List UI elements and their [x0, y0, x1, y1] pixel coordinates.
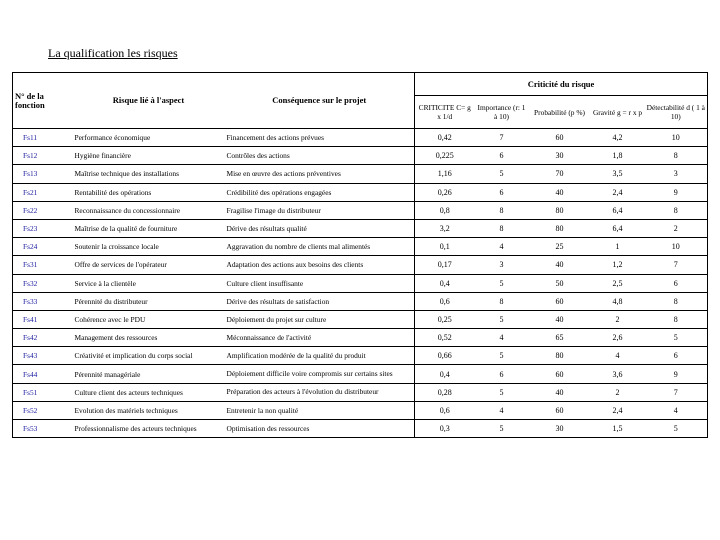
row-consequence: Dérive des résultats de satisfaction	[225, 292, 415, 310]
row-probabilite: 65	[529, 329, 591, 347]
header-criticite-group: Criticité du risque	[415, 73, 708, 96]
row-probabilite: 40	[529, 383, 591, 401]
row-risque: Maîtrise de la qualité de fourniture	[73, 219, 225, 237]
row-criticite: 3,2	[415, 219, 475, 237]
row-gravite: 3,6	[591, 365, 645, 383]
row-gravite: 2	[591, 383, 645, 401]
row-probabilite: 70	[529, 165, 591, 183]
row-gravite: 6,4	[591, 201, 645, 219]
row-criticite: 0,28	[415, 383, 475, 401]
table-row	[13, 165, 708, 183]
row-criticite: 0,225	[415, 147, 475, 165]
row-gravite: 4	[591, 347, 645, 365]
row-consequence: Optimisation des ressources	[225, 420, 415, 438]
row-risque: Cohérence avec le PDU	[73, 310, 225, 328]
header-consequence: Conséquence sur le projet	[225, 73, 415, 129]
row-detectabilite: 5	[645, 420, 708, 438]
row-id: Fs12	[13, 147, 73, 165]
row-consequence: Entretenir la non qualité	[225, 401, 415, 419]
table-body	[13, 129, 708, 438]
row-consequence: Préparation des acteurs à l'évolution du distributeur	[225, 383, 415, 401]
row-probabilite: 40	[529, 256, 591, 274]
row-detectabilite: 7	[645, 256, 708, 274]
row-risque: Reconnaissance du concessionnaire	[73, 201, 225, 219]
row-gravite: 4,2	[591, 129, 645, 147]
row-id: Fs52	[13, 401, 73, 419]
row-probabilite: 30	[529, 147, 591, 165]
row-consequence: Déploiement difficile voire compromis sur certains sites	[225, 365, 415, 383]
row-importance: 5	[475, 383, 529, 401]
row-id: Fs24	[13, 238, 73, 256]
row-risque: Pérennité managériale	[73, 365, 225, 383]
row-id: Fs31	[13, 256, 73, 274]
row-probabilite: 80	[529, 201, 591, 219]
row-risque: Soutenir la croissance locale	[73, 238, 225, 256]
row-id: Fs53	[13, 420, 73, 438]
row-gravite: 2,4	[591, 401, 645, 419]
row-id: Fs13	[13, 165, 73, 183]
row-probabilite: 80	[529, 347, 591, 365]
row-id: Fs41	[13, 310, 73, 328]
row-importance: 5	[475, 274, 529, 292]
row-id: Fs21	[13, 183, 73, 201]
row-risque: Offre de services de l'opérateur	[73, 256, 225, 274]
row-consequence: Adaptation des actions aux besoins des clients	[225, 256, 415, 274]
header-fonction: N° de la fonction	[13, 73, 73, 129]
row-importance: 5	[475, 347, 529, 365]
table-row	[13, 365, 708, 383]
row-criticite: 0,1	[415, 238, 475, 256]
row-probabilite: 60	[529, 292, 591, 310]
row-criticite: 0,26	[415, 183, 475, 201]
row-gravite: 2,6	[591, 329, 645, 347]
row-detectabilite: 6	[645, 347, 708, 365]
row-criticite: 0,6	[415, 401, 475, 419]
header-col-detectabilite: Détectabilité d ( 1 à 10)	[645, 96, 708, 129]
table-row	[13, 274, 708, 292]
row-importance: 7	[475, 129, 529, 147]
row-probabilite: 80	[529, 219, 591, 237]
row-gravite: 1	[591, 238, 645, 256]
row-probabilite: 60	[529, 365, 591, 383]
row-importance: 6	[475, 147, 529, 165]
row-gravite: 4,8	[591, 292, 645, 310]
row-risque: Evolution des matériels techniques	[73, 401, 225, 419]
row-id: Fs11	[13, 129, 73, 147]
table-row	[13, 329, 708, 347]
row-risque: Culture client des acteurs techniques	[73, 383, 225, 401]
table-row	[13, 292, 708, 310]
row-risque: Créativité et implication du corps social	[73, 347, 225, 365]
row-gravite: 1,8	[591, 147, 645, 165]
row-detectabilite: 8	[645, 201, 708, 219]
row-importance: 4	[475, 401, 529, 419]
row-criticite: 0,8	[415, 201, 475, 219]
row-probabilite: 40	[529, 310, 591, 328]
row-id: Fs42	[13, 329, 73, 347]
header-col-probabilite: Probabilité (p %)	[529, 96, 591, 129]
row-risque: Maîtrise technique des installations	[73, 165, 225, 183]
row-detectabilite: 8	[645, 147, 708, 165]
row-id: Fs23	[13, 219, 73, 237]
row-criticite: 0,25	[415, 310, 475, 328]
row-importance: 8	[475, 292, 529, 310]
row-probabilite: 50	[529, 274, 591, 292]
row-probabilite: 25	[529, 238, 591, 256]
header-risque: Risque lié à l'aspect	[73, 73, 225, 129]
row-probabilite: 40	[529, 183, 591, 201]
table-row	[13, 219, 708, 237]
row-criticite: 0,4	[415, 274, 475, 292]
row-id: Fs22	[13, 201, 73, 219]
row-probabilite: 60	[529, 129, 591, 147]
table-row	[13, 420, 708, 438]
table-row	[13, 147, 708, 165]
row-gravite: 1,5	[591, 420, 645, 438]
row-detectabilite: 3	[645, 165, 708, 183]
row-gravite: 2,4	[591, 183, 645, 201]
row-probabilite: 60	[529, 401, 591, 419]
table-row	[13, 129, 708, 147]
row-consequence: Financement des actions prévues	[225, 129, 415, 147]
row-risque: Hygiène financière	[73, 147, 225, 165]
row-detectabilite: 5	[645, 329, 708, 347]
row-detectabilite: 9	[645, 183, 708, 201]
row-detectabilite: 2	[645, 219, 708, 237]
row-importance: 6	[475, 183, 529, 201]
header-col-gravite: Gravité g = r x p	[591, 96, 645, 129]
row-id: Fs44	[13, 365, 73, 383]
row-importance: 8	[475, 219, 529, 237]
row-importance: 8	[475, 201, 529, 219]
row-criticite: 0,4	[415, 365, 475, 383]
row-importance: 6	[475, 365, 529, 383]
row-detectabilite: 10	[645, 129, 708, 147]
risk-table	[12, 72, 708, 438]
row-importance: 4	[475, 238, 529, 256]
table-row	[13, 183, 708, 201]
row-risque: Management des ressources	[73, 329, 225, 347]
row-criticite: 0,3	[415, 420, 475, 438]
row-gravite: 6,4	[591, 219, 645, 237]
row-detectabilite: 6	[645, 274, 708, 292]
row-risque: Pérennité du distributeur	[73, 292, 225, 310]
header-col-criticite: CRITICITE C= g x 1/d	[415, 96, 475, 129]
table-row	[13, 310, 708, 328]
row-importance: 3	[475, 256, 529, 274]
row-detectabilite: 8	[645, 292, 708, 310]
row-criticite: 1,16	[415, 165, 475, 183]
row-detectabilite: 7	[645, 383, 708, 401]
row-id: Fs51	[13, 383, 73, 401]
row-risque: Rentabilité des opérations	[73, 183, 225, 201]
row-gravite: 1,2	[591, 256, 645, 274]
table-row	[13, 401, 708, 419]
table-row	[13, 238, 708, 256]
row-gravite: 3,5	[591, 165, 645, 183]
row-consequence: Déploiement du projet sur culture	[225, 310, 415, 328]
row-gravite: 2,5	[591, 274, 645, 292]
row-id: Fs33	[13, 292, 73, 310]
table-row	[13, 347, 708, 365]
row-risque: Performance économique	[73, 129, 225, 147]
row-id: Fs43	[13, 347, 73, 365]
row-criticite: 0,52	[415, 329, 475, 347]
table-row	[13, 383, 708, 401]
row-gravite: 2	[591, 310, 645, 328]
row-criticite: 0,6	[415, 292, 475, 310]
row-risque: Service à la clientèle	[73, 274, 225, 292]
row-consequence: Crédibilité des opérations engagées	[225, 183, 415, 201]
row-id: Fs32	[13, 274, 73, 292]
row-importance: 4	[475, 329, 529, 347]
row-consequence: Aggravation du nombre de clients mal alimentés	[225, 238, 415, 256]
row-consequence: Contrôles des actions	[225, 147, 415, 165]
row-importance: 5	[475, 310, 529, 328]
row-consequence: Culture client insuffisante	[225, 274, 415, 292]
table-row	[13, 201, 708, 219]
row-detectabilite: 10	[645, 238, 708, 256]
row-consequence: Fragilise l'image du distributeur	[225, 201, 415, 219]
row-consequence: Mise en œuvre des actions préventives	[225, 165, 415, 183]
row-criticite: 0,42	[415, 129, 475, 147]
row-importance: 5	[475, 165, 529, 183]
row-importance: 5	[475, 420, 529, 438]
row-criticite: 0,17	[415, 256, 475, 274]
row-consequence: Méconnaissance de l'activité	[225, 329, 415, 347]
row-detectabilite: 9	[645, 365, 708, 383]
header-col-importance: Importance (r: 1 à 10)	[475, 96, 529, 129]
document-title: La qualification les risques	[48, 46, 178, 60]
table-row	[13, 256, 708, 274]
row-risque: Professionnalisme des acteurs techniques	[73, 420, 225, 438]
row-detectabilite: 8	[645, 310, 708, 328]
row-detectabilite: 4	[645, 401, 708, 419]
row-criticite: 0,66	[415, 347, 475, 365]
row-consequence: Amplification modérée de la qualité du produit	[225, 347, 415, 365]
row-consequence: Dérive des résultats qualité	[225, 219, 415, 237]
row-probabilite: 30	[529, 420, 591, 438]
